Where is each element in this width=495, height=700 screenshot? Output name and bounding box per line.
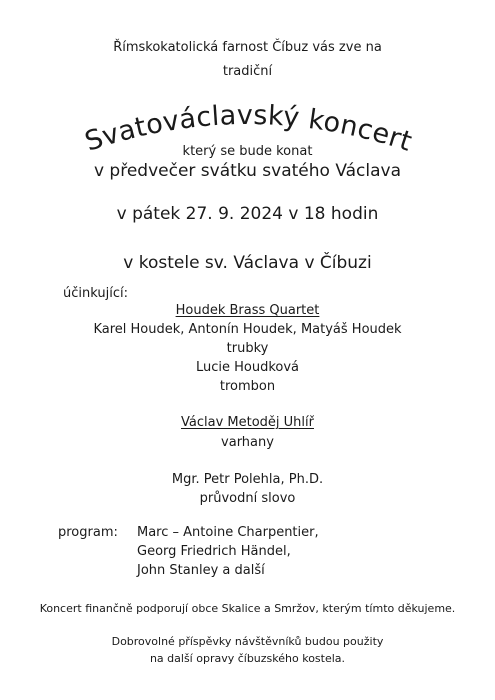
donations-note-line-1: Dobrovolné příspěvky návštěvníků budou použity [111, 635, 384, 648]
trumpeters-instrument: trubky [226, 341, 269, 356]
trumpeters-names: Karel Houdek, Antonín Houdek, Matyáš Houdek [93, 322, 402, 337]
organist-name: Václav Metoděj Uhlíř [181, 415, 314, 430]
program-label: program: [58, 525, 118, 540]
organist-instrument: varhany [221, 435, 274, 450]
trombonist-instrument: trombon [219, 379, 276, 394]
sponsors-note: Koncert finančně podporují obce Skalice a Smržov, kterým tímto děkujeme. [39, 602, 456, 615]
concert-title-text: Svatováclavský koncert [81, 99, 416, 158]
invitation-line-1: Římskokatolická farnost Číbuz vás zve na [113, 40, 382, 55]
invitation-line-2: tradiční [222, 64, 273, 79]
speaker-role: průvodní slovo [199, 491, 296, 506]
subtitle-line-1: který se bude konat [182, 144, 313, 159]
ensemble-name: Houdek Brass Quartet [175, 303, 320, 318]
program-composer: Marc – Antoine Charpentier, [137, 525, 319, 540]
trombonist-name: Lucie Houdková [195, 360, 300, 375]
performers-label: účinkující: [63, 286, 128, 301]
subtitle-line-2: v předvečer svátku svatého Václava [93, 161, 402, 181]
program-composer: Georg Friedrich Händel, [137, 544, 291, 559]
speaker-name: Mgr. Petr Polehla, Ph.D. [171, 472, 324, 487]
donations-note-line-2: na další opravy číbuzského kostela. [149, 652, 346, 665]
program-composer: John Stanley a další [137, 563, 265, 578]
concert-venue: v kostele sv. Václava v Číbuzi [123, 253, 372, 273]
concert-datetime: v pátek 27. 9. 2024 v 18 hodin [116, 204, 379, 224]
